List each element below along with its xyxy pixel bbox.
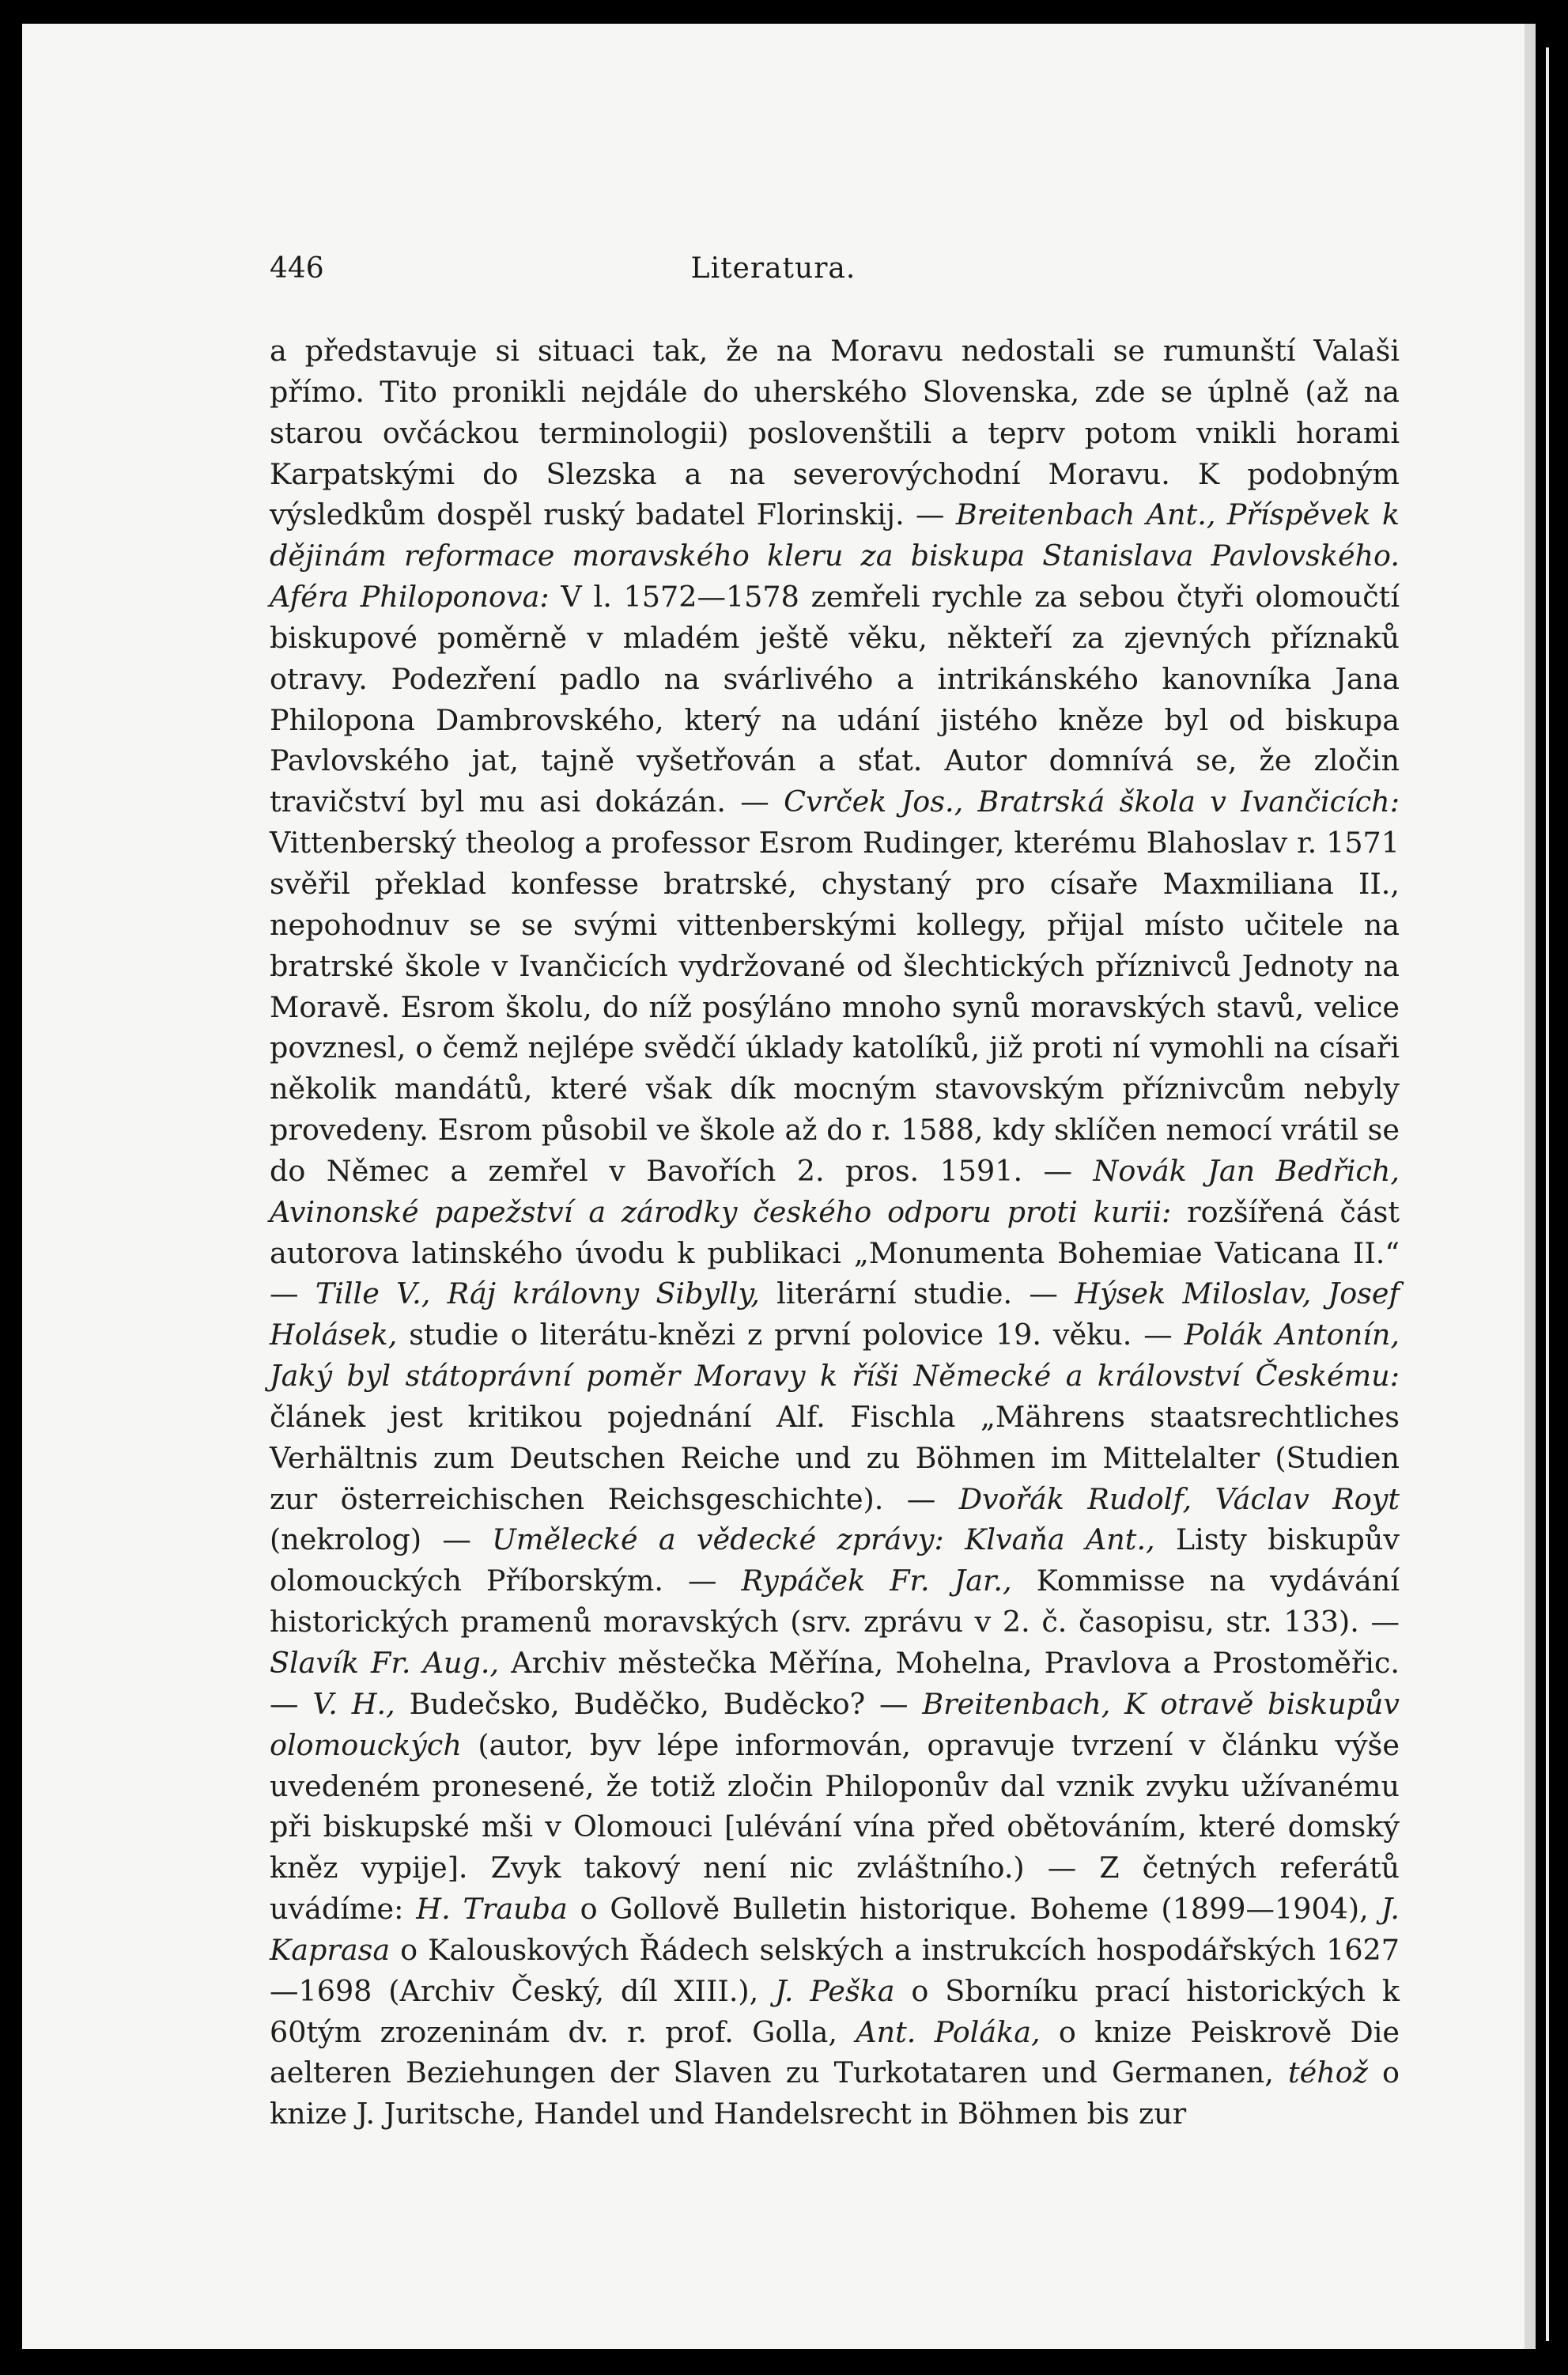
citation: Slavík Fr. Aug., <box>270 1646 500 1680</box>
citation: Rypáček Fr. Jar., <box>741 1564 1012 1598</box>
citation: Cvrček Jos., Bratrská škola v Ivančicích: <box>784 785 1400 819</box>
text-run: článek jest kritikou pojednání Alf. Fischla „Mährens staatsrechtliches Verhältnis zum Deutschen Reiche und zu Böhmen im Mittelalter (Studien zur österreichischen Reichsgeschichte). — <box>270 1399 1400 1516</box>
page-edge-line <box>1546 47 1549 2341</box>
text-run: Kommisse na vydávání historických pramenů moravských (srv. zprávu v 2. č. časopisu, str. 133). — <box>270 1564 1400 1639</box>
citation: Breitenbach Ant., Příspěvek k dějinám reformace moravského kleru za biskupa Stanislava Pavlovského. Aféra Philoponova: <box>270 497 1400 615</box>
text-run: V l. 1572—1578 zemřeli rychle za sebou čtyři olomoučtí biskupové poměrně v mladém ještě věku, někteří za zjevných příznaků otravy. Podezření padlo na svárlivého a intrikánského kanovníka Jana Philopona Dambrovského, který na udání jistého kněze byl od biskupa Pavlovského jat, tajně vyšetřován a sťat. Autor domnívá se, že zločin travičství byl mu asi dokázán. — <box>270 580 1400 819</box>
text-run: Budečsko, Buděčko, Buděcko? — <box>395 1686 923 1721</box>
text-run: studie o literátu-knězi z první polovice 19. věku. — <box>397 1318 1185 1352</box>
citation: Hýsek Miloslav, Josef Holásek, <box>270 1276 1400 1352</box>
text-run: o knize Peiskrově Die aelteren Beziehungen der Slaven zu Turkotataren und Germanen, <box>270 2014 1400 2090</box>
book-page <box>22 24 1525 2349</box>
citation: Umělecké a vědecké zprávy: Klvaňa Ant., <box>492 1522 1155 1557</box>
citation: J. Kaprasa <box>270 1892 1400 1967</box>
citation: Tille V., Ráj královny Sibylly, <box>315 1276 760 1311</box>
text-run: Listy biskupův olomouckých Příborským. — <box>270 1522 1400 1598</box>
citation: J. Peška <box>775 1973 895 2008</box>
citation: Ant. Poláka, <box>856 2014 1041 2049</box>
text-run: literární studie. — <box>759 1276 1075 1311</box>
text-run: Archiv městečka Měřína, Mohelna, Pravlova a Prostoměřic. — <box>270 1646 1400 1721</box>
citation: Polák Antonín, Jaký byl státoprávní poměr Moravy k říši Německé a království Českému: <box>270 1318 1400 1394</box>
text-run: Vittenberský theolog a professor Esrom Rudinger, kterému Blahoslav r. 1571 svěřil překlad konfesse bratrské, chystaný pro císaře Maxmiliana II., nepohodnuv se se svými vittenberskými kollegy, přijal místo učitele na bratrské škole v Ivančicích vydržované od šlechtických příznivců Jednoty na Moravě. Esrom školu, do níž posýláno mnoho synů moravských stavů, velice povznesl, o čemž nejlépe svědčí úklady katolíků, již proti ní vymohli na císaři několik mandátů, které však dík mocným stavovským příznivcům nebyly provedeny. Esrom působil ve škole až do r. 1588, kdy sklíčen nemocí vrátil se do Němec a zemřel v Bavořích 2. pros. 1591. — <box>270 826 1400 1188</box>
text-run: o Gollově Bulletin historique. Boheme (1899—1904), <box>567 1892 1381 1927</box>
citation: Breitenbach, K otravě biskupův olomouckých <box>270 1686 1400 1762</box>
text-run: (autor, byv lépe informován, opravuje tvrzení v článku výše uvedeném pronesené, že totiž zločin Philoponův dal vznik zvyku užívanému při biskupské mši v Olomouci [ulévání vína před obětováním, které domský kněz vypije]. Zvyk takový není nic zvláštního.) — Z četných referátů uvádíme: <box>270 1727 1400 1927</box>
text-run: rozšířená část autorova latinského úvodu k publikaci „Monumenta Bohemiae Vaticana II.“ — <box>270 1194 1400 1311</box>
body-paragraph <box>270 331 1400 2135</box>
citation: Dvořák Rudolf, Václav Royt <box>958 1481 1400 1516</box>
citation: H. Trauba <box>416 1892 568 1927</box>
text-run: (nekrolog) — <box>270 1522 493 1557</box>
citation: V. H., <box>312 1686 395 1721</box>
running-title: Literatura. <box>690 252 856 285</box>
page-number: 446 <box>270 252 324 285</box>
page-edge-shadow <box>1525 24 1536 2349</box>
citation: Novák Jan Bedřich, Avinonské papežství a zárodky českého odporu proti kurii: <box>270 1153 1400 1229</box>
text-run: o knize J. Juritsche, Handel und Handelsrecht in Böhmen bis zur <box>270 2055 1400 2131</box>
citation: téhož <box>1287 2055 1368 2090</box>
text-run: a představuje si situaci tak, že na Moravu nedostali se rumunští Valaši přímo. Tito pronikli nejdále do uherského Slovenska, zde se úplně (až na starou ovčáckou terminologii) poslovenštili a teprv potom vnikli horami Karpatskými do Slezska a na severovýchodní Moravu. K podobným výsledkům dospěl ruský badatel Florinskij. — <box>270 334 1400 532</box>
text-run: o Sborníku prací historických k 60tým zrozeninám dv. r. prof. Golla, <box>270 1973 1400 2049</box>
text-run: o Kalouskových Řádech selských a instrukcích hospodářských 1627—1698 (Archiv Český, díl XIII.), <box>270 1932 1400 2008</box>
